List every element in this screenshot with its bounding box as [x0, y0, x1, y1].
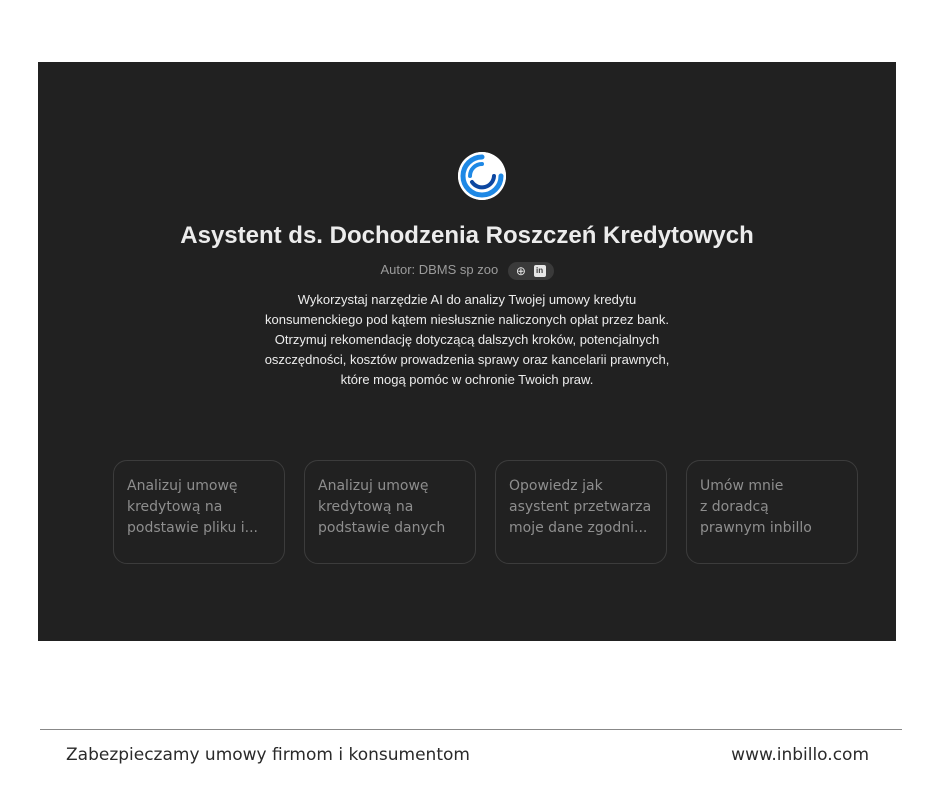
description-line: które mogą pomóc w ochronie Twoich praw. — [340, 372, 594, 387]
author-links — [508, 262, 554, 280]
assistant-title: Asystent ds. Dochodzenia Roszczeń Kredytowych — [180, 222, 754, 249]
starter-line: kredytową na — [318, 499, 414, 515]
globe-icon[interactable]: ⊕ — [515, 264, 526, 279]
starter-line: podstawie pliku i... — [127, 520, 259, 536]
starter-card-analyze-file[interactable] — [113, 460, 285, 564]
starter-line: podstawie danych — [318, 520, 446, 536]
footer-divider — [40, 729, 902, 730]
starter-line: kredytową na — [127, 499, 223, 515]
starter-line: Opowiedz jak — [509, 478, 603, 494]
description-line: Otrzymuj rekomendację dotyczącą dalszych kroków, potencjalnych — [274, 332, 660, 347]
starter-line: Umów mnie — [700, 478, 784, 494]
starter-line: moje dane zgodni... — [509, 520, 648, 536]
author-row — [38, 260, 896, 280]
footer-website-link[interactable]: www.inbillo.com — [731, 745, 869, 765]
assistant-logo-icon — [458, 152, 506, 200]
assistant-panel — [38, 62, 896, 641]
starter-line: Analizuj umowę — [318, 478, 429, 494]
starter-card-book-advisor[interactable] — [686, 460, 858, 564]
assistant-description — [242, 290, 692, 390]
description-line: oszczędności, kosztów prowadzenia sprawy oraz kancelarii prawnych, — [264, 352, 670, 367]
linkedin-icon[interactable]: in — [534, 265, 546, 277]
starter-line: Analizuj umowę — [127, 478, 238, 494]
author-label: Autor: DBMS sp zoo — [380, 262, 499, 277]
description-line: konsumenckiego pod kątem niesłusznie naliczonych opłat przez bank. — [265, 312, 669, 327]
starter-line: z doradcą — [700, 499, 769, 515]
starter-line: prawnym inbillo — [700, 520, 812, 536]
starter-card-data-processing[interactable] — [495, 460, 667, 564]
starter-card-analyze-data[interactable] — [304, 460, 476, 564]
conversation-starters — [113, 460, 859, 566]
description-line: Wykorzystaj narzędzie AI do analizy Twojej umowy kredytu — [297, 292, 637, 307]
footer-tagline: Zabezpieczamy umowy firmom i konsumentom — [66, 745, 470, 765]
starter-line: asystent przetwarza — [509, 499, 652, 515]
